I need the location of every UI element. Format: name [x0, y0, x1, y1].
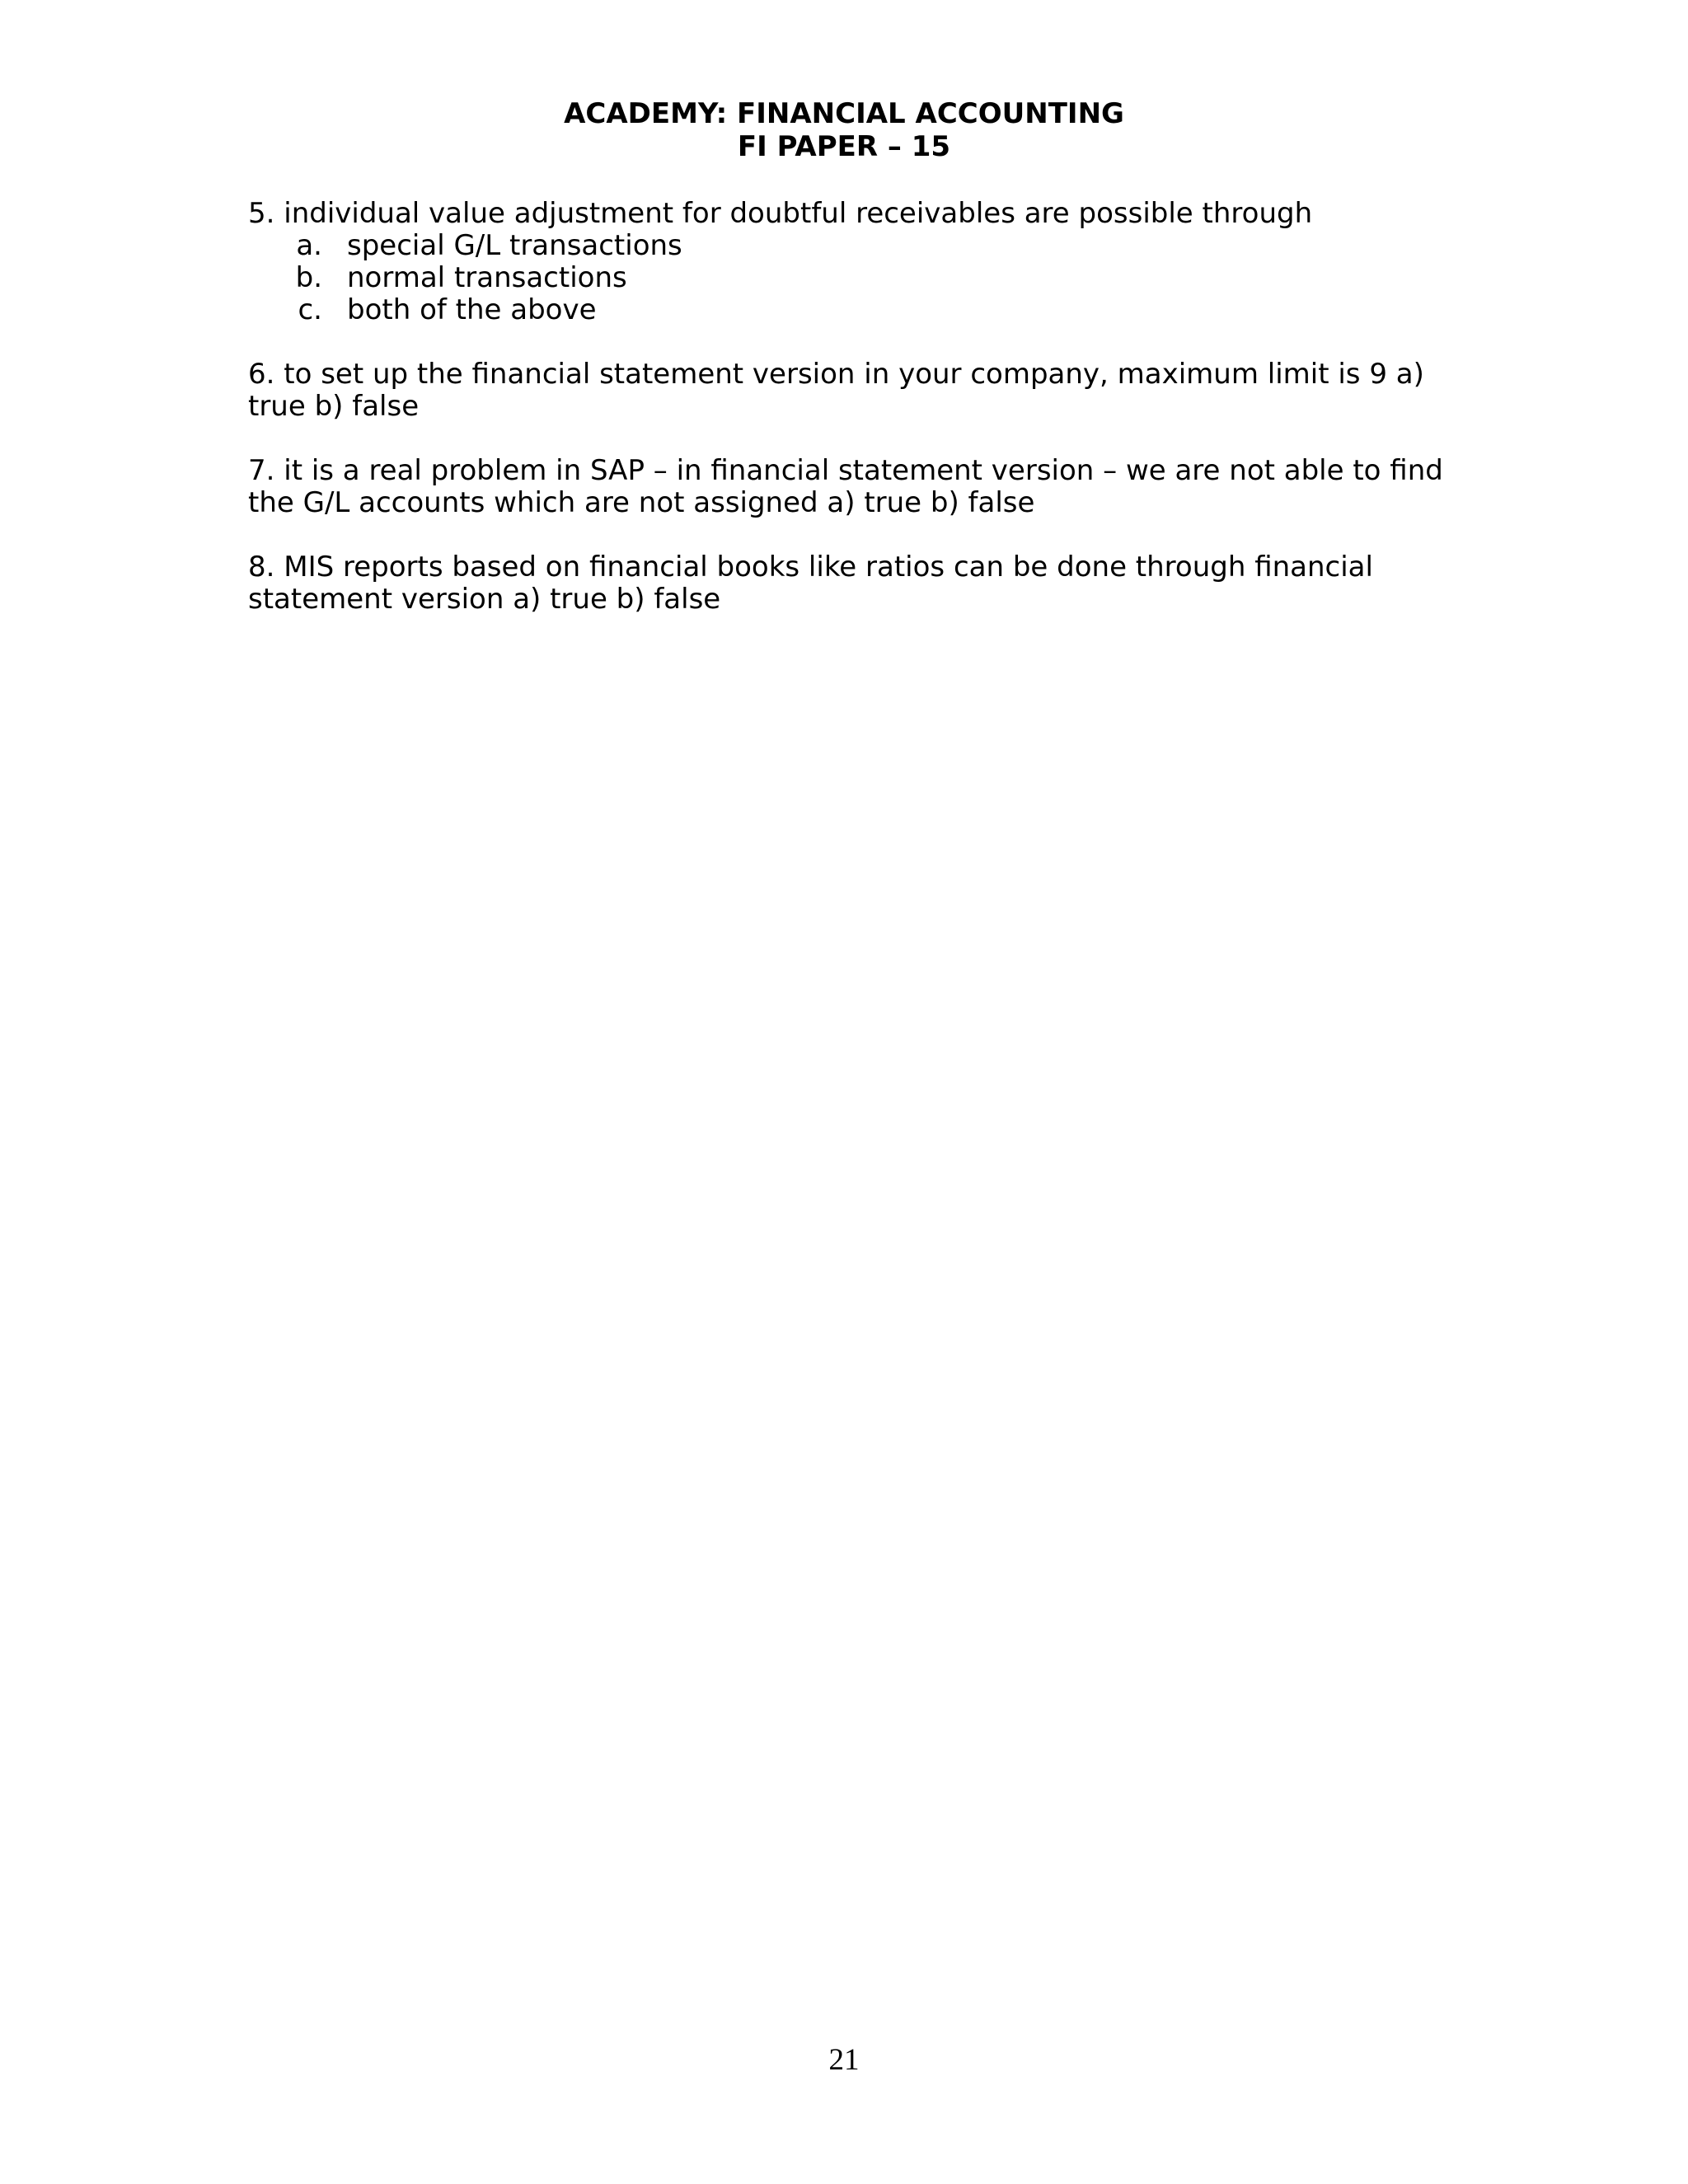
answer-options	[248, 230, 1443, 326]
questions-body	[248, 198, 1443, 648]
page-number: 21	[828, 2043, 860, 2077]
option-letter: b.	[295, 261, 322, 294]
answer-option-b	[248, 262, 1443, 294]
question-6	[248, 359, 1443, 423]
option-text: special G/L transactions	[347, 229, 682, 262]
question-text: 6. to set up the financial statement version in your company, maximum limit is 9 a) true b) false	[248, 358, 1424, 423]
header-subtitle: FI PAPER – 15	[737, 130, 951, 163]
option-letter: c.	[298, 293, 322, 326]
header-title: ACADEMY: FINANCIAL ACCOUNTING	[564, 97, 1124, 130]
answer-option-a	[248, 230, 1443, 262]
question-5	[248, 198, 1443, 326]
question-text: 5. individual value adjustment for doubtful receivables are possible through	[248, 197, 1313, 230]
question-8	[248, 551, 1443, 616]
answer-option-c	[248, 294, 1443, 326]
question-text: 8. MIS reports based on financial books like ratios can be done through financial statement version a) true b) false	[248, 551, 1373, 616]
page-header	[0, 97, 1688, 163]
question-7	[248, 455, 1443, 519]
option-text: normal transactions	[347, 261, 627, 294]
question-text: 7. it is a real problem in SAP – in financial statement version – we are not able to find the G/L accounts which are not assigned a) true b) false	[248, 454, 1443, 519]
option-text: both of the above	[347, 293, 597, 326]
option-letter: a.	[296, 229, 322, 262]
